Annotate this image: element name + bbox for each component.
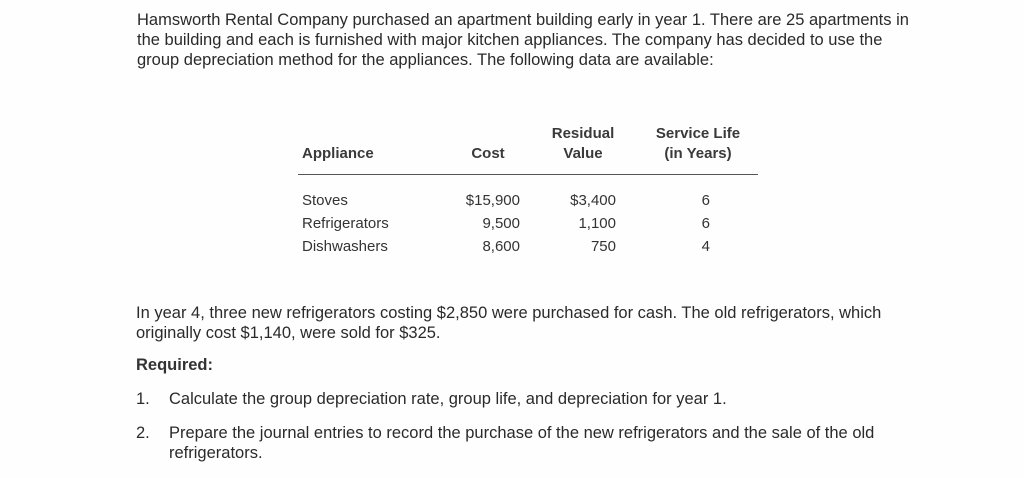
- header-residual-line2: Value: [563, 145, 603, 162]
- header-life-line1: Service Life: [655, 125, 741, 142]
- header-appliance: Appliance: [302, 145, 374, 162]
- table-cell-cost: 9,500: [482, 215, 520, 232]
- table-cell-residual: $3,400: [570, 192, 616, 209]
- table-cell-appliance: Dishwashers: [302, 238, 388, 255]
- header-life-line2: (in Years): [664, 145, 732, 162]
- table-cell-life: 6: [701, 192, 710, 209]
- table-cell-life: 4: [701, 238, 710, 255]
- problem-intro: Hamsworth Rental Company purchased an apartment building early in year 1. There are 25 apartments in the building and each is furnished with major kitchen appliances. The company has decided to use the group depreciation method for the appliances. The following data are available:: [137, 11, 909, 69]
- header-residual-line1: Residual: [551, 125, 615, 142]
- table-cell-residual: 1,100: [578, 215, 616, 232]
- required-heading: Required:: [136, 356, 214, 374]
- requirement-number: 1.: [136, 390, 150, 408]
- table-cell-cost: 8,600: [482, 238, 520, 255]
- table-cell-life: 6: [701, 215, 710, 232]
- header-divider: [298, 174, 758, 175]
- requirement-text: Prepare the journal entries to record the purchase of the new refrigerators and the sale of the old refrigerators.: [169, 424, 875, 462]
- requirement-text: Calculate the group depreciation rate, group life, and depreciation for year 1.: [169, 390, 727, 408]
- requirement-number: 2.: [136, 424, 150, 442]
- problem-paragraph-2: In year 4, three new refrigerators costing $2,850 were purchased for cash. The old refrigerators, which originally cost $1,140, were sold for $325.: [136, 304, 882, 342]
- table-cell-appliance: Refrigerators: [302, 215, 389, 232]
- header-cost: Cost: [471, 145, 505, 162]
- appliance-table: [298, 124, 758, 274]
- table-cell-cost: $15,900: [465, 192, 520, 209]
- table-cell-appliance: Stoves: [302, 192, 348, 209]
- table-cell-residual: 750: [590, 238, 616, 255]
